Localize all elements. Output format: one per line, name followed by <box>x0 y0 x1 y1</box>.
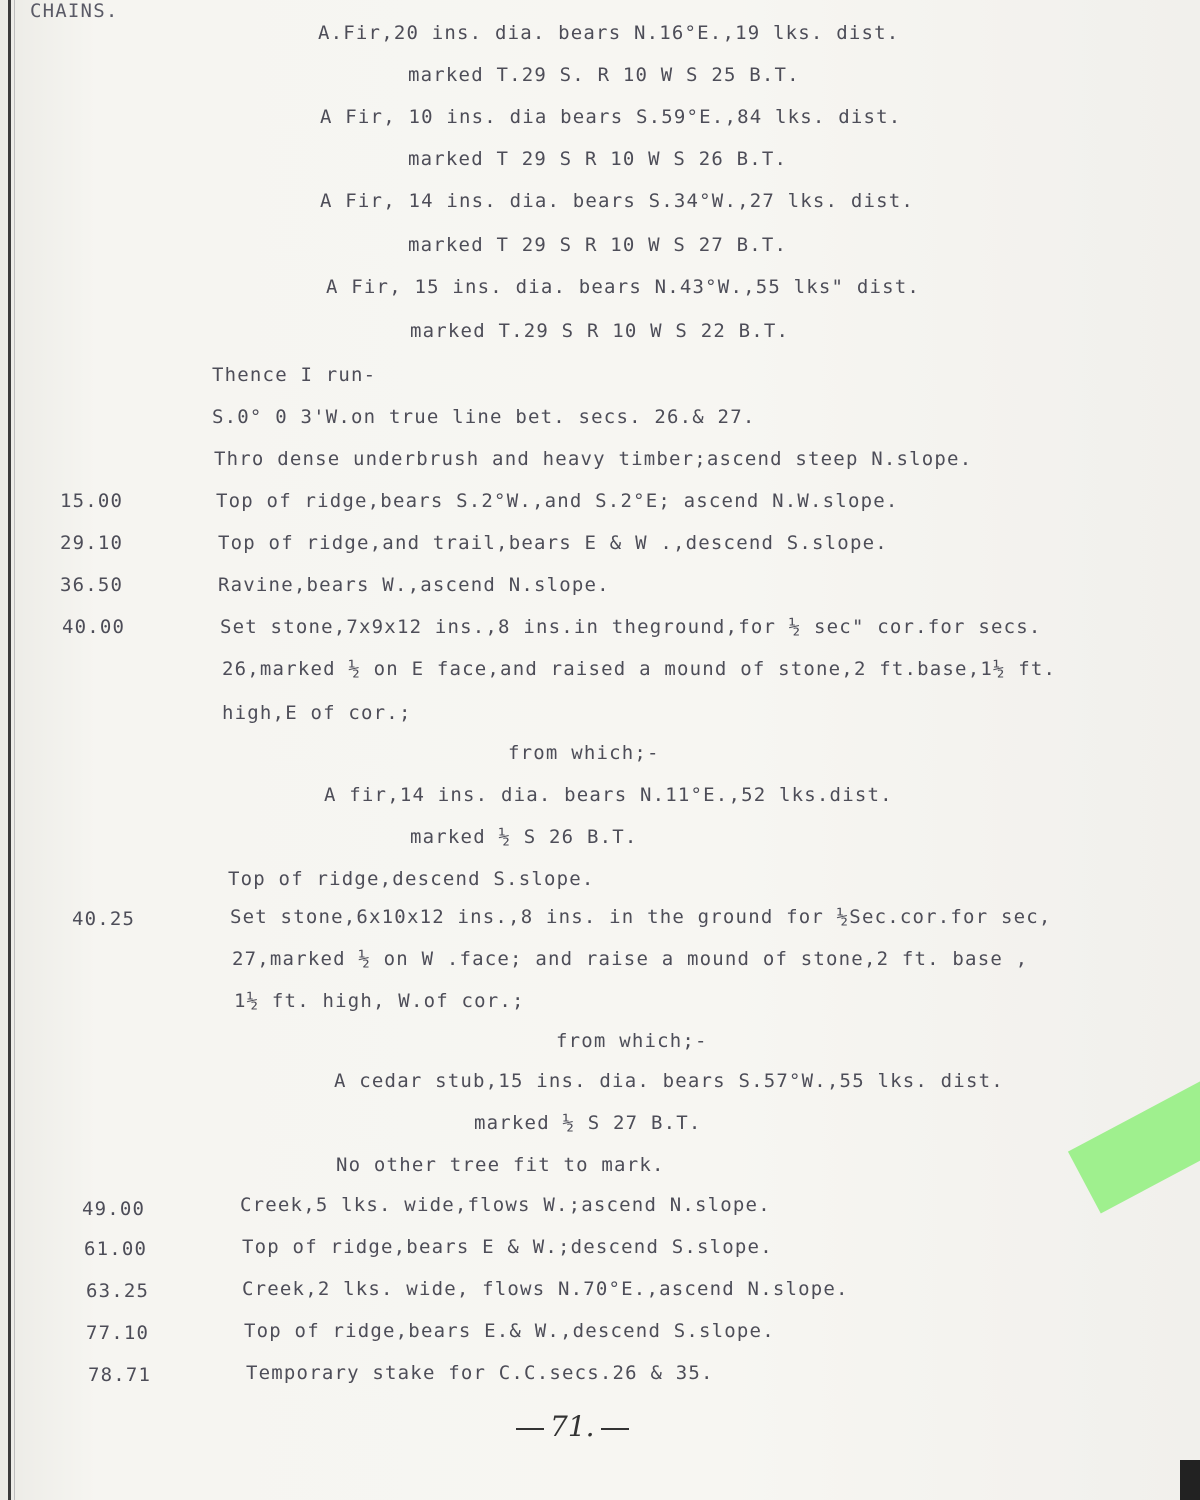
entry-line: Top of ridge,descend S.slope. <box>228 868 595 890</box>
entry-line: S.0° 0 3'W.on true line bet. secs. 26.& 27. <box>212 406 756 428</box>
entry-line: 26,marked ½ on E face,and raised a mound of stone,2 ft.base,1½ ft. <box>222 658 1057 680</box>
entry-line: Thro dense underbrush and heavy timber;ascend steep N.slope. <box>214 448 973 470</box>
page-number-dash-right <box>601 1428 629 1430</box>
entry-line: marked T.29 S. R 10 W S 25 B.T. <box>408 64 800 86</box>
entry-line: A.Fir,20 ins. dia. bears N.16°E.,19 lks. dist. <box>318 22 900 44</box>
left-margin-rule-thin <box>14 0 15 1500</box>
green-sticky-tab <box>1068 1077 1200 1214</box>
entry-line: Top of ridge,bears E & W.;descend S.slope. <box>242 1236 773 1258</box>
entry-line: Creek,5 lks. wide,flows W.;ascend N.slope. <box>240 1194 771 1216</box>
chain-value: 78.71 <box>88 1364 152 1386</box>
left-margin-rule <box>8 0 11 1500</box>
column-header: CHAINS. <box>30 0 119 22</box>
chain-value: 40.00 <box>62 616 126 638</box>
entry-line: Creek,2 lks. wide, flows N.70°E.,ascend N.slope. <box>242 1278 849 1300</box>
chain-value: 49.00 <box>82 1198 146 1220</box>
entry-line: Thence I run- <box>212 364 377 386</box>
entry-line: Set stone,6x10x12 ins.,8 ins. in the ground for ½Sec.cor.for sec, <box>230 906 1052 928</box>
entry-line: from which;- <box>508 742 660 764</box>
entry-line: A cedar stub,15 ins. dia. bears S.57°W.,55 lks. dist. <box>334 1070 1004 1092</box>
chain-value: 40.25 <box>72 908 136 930</box>
entry-line: No other tree fit to mark. <box>336 1154 665 1176</box>
entry-line: from which;- <box>556 1030 708 1052</box>
entry-line: marked T 29 S R 10 W S 26 B.T. <box>408 148 788 170</box>
entry-line: marked T 29 S R 10 W S 27 B.T. <box>408 234 788 256</box>
entry-line: Top of ridge,and trail,bears E & W .,descend S.slope. <box>218 532 888 554</box>
entry-line: 1½ ft. high, W.of cor.; <box>234 990 525 1012</box>
entry-line: marked ½ S 27 B.T. <box>474 1112 702 1134</box>
entry-line: A Fir, 10 ins. dia bears S.59°E.,84 lks. dist. <box>320 106 902 128</box>
entry-line: Top of ridge,bears E.& W.,descend S.slope. <box>244 1320 775 1342</box>
page-number-dash-left <box>516 1428 544 1430</box>
entry-line: 27,marked ½ on W .face; and raise a mound of stone,2 ft. base , <box>232 948 1029 970</box>
entry-line: high,E of cor.; <box>222 702 412 724</box>
chain-value: 29.10 <box>60 532 124 554</box>
entry-line: marked T.29 S R 10 W S 22 B.T. <box>410 320 790 342</box>
page-number <box>510 1410 635 1443</box>
entry-line: A Fir, 14 ins. dia. bears S.34°W.,27 lks. dist. <box>320 190 915 212</box>
entry-line: marked ½ S 26 B.T. <box>410 826 638 848</box>
chain-value: 15.00 <box>60 490 124 512</box>
chain-value: 77.10 <box>86 1322 150 1344</box>
chain-value: 63.25 <box>86 1280 150 1302</box>
entry-line: Top of ridge,bears S.2°W.,and S.2°E; ascend N.W.slope. <box>216 490 899 512</box>
entry-line: Temporary stake for C.C.secs.26 & 35. <box>246 1362 714 1384</box>
entry-line: Ravine,bears W.,ascend N.slope. <box>218 574 610 596</box>
entry-line: Set stone,7x9x12 ins.,8 ins.in theground,for ½ sec" cor.for secs. <box>220 616 1042 638</box>
scan-corner-mark <box>1180 1460 1200 1500</box>
chain-value: 61.00 <box>84 1238 148 1260</box>
entry-line: A Fir, 15 ins. dia. bears N.43°W.,55 lks" dist. <box>326 276 921 298</box>
chain-value: 36.50 <box>60 574 124 596</box>
entry-line: A fir,14 ins. dia. bears N.11°E.,52 lks.dist. <box>324 784 893 806</box>
page-number-text: 71. <box>550 1410 595 1443</box>
